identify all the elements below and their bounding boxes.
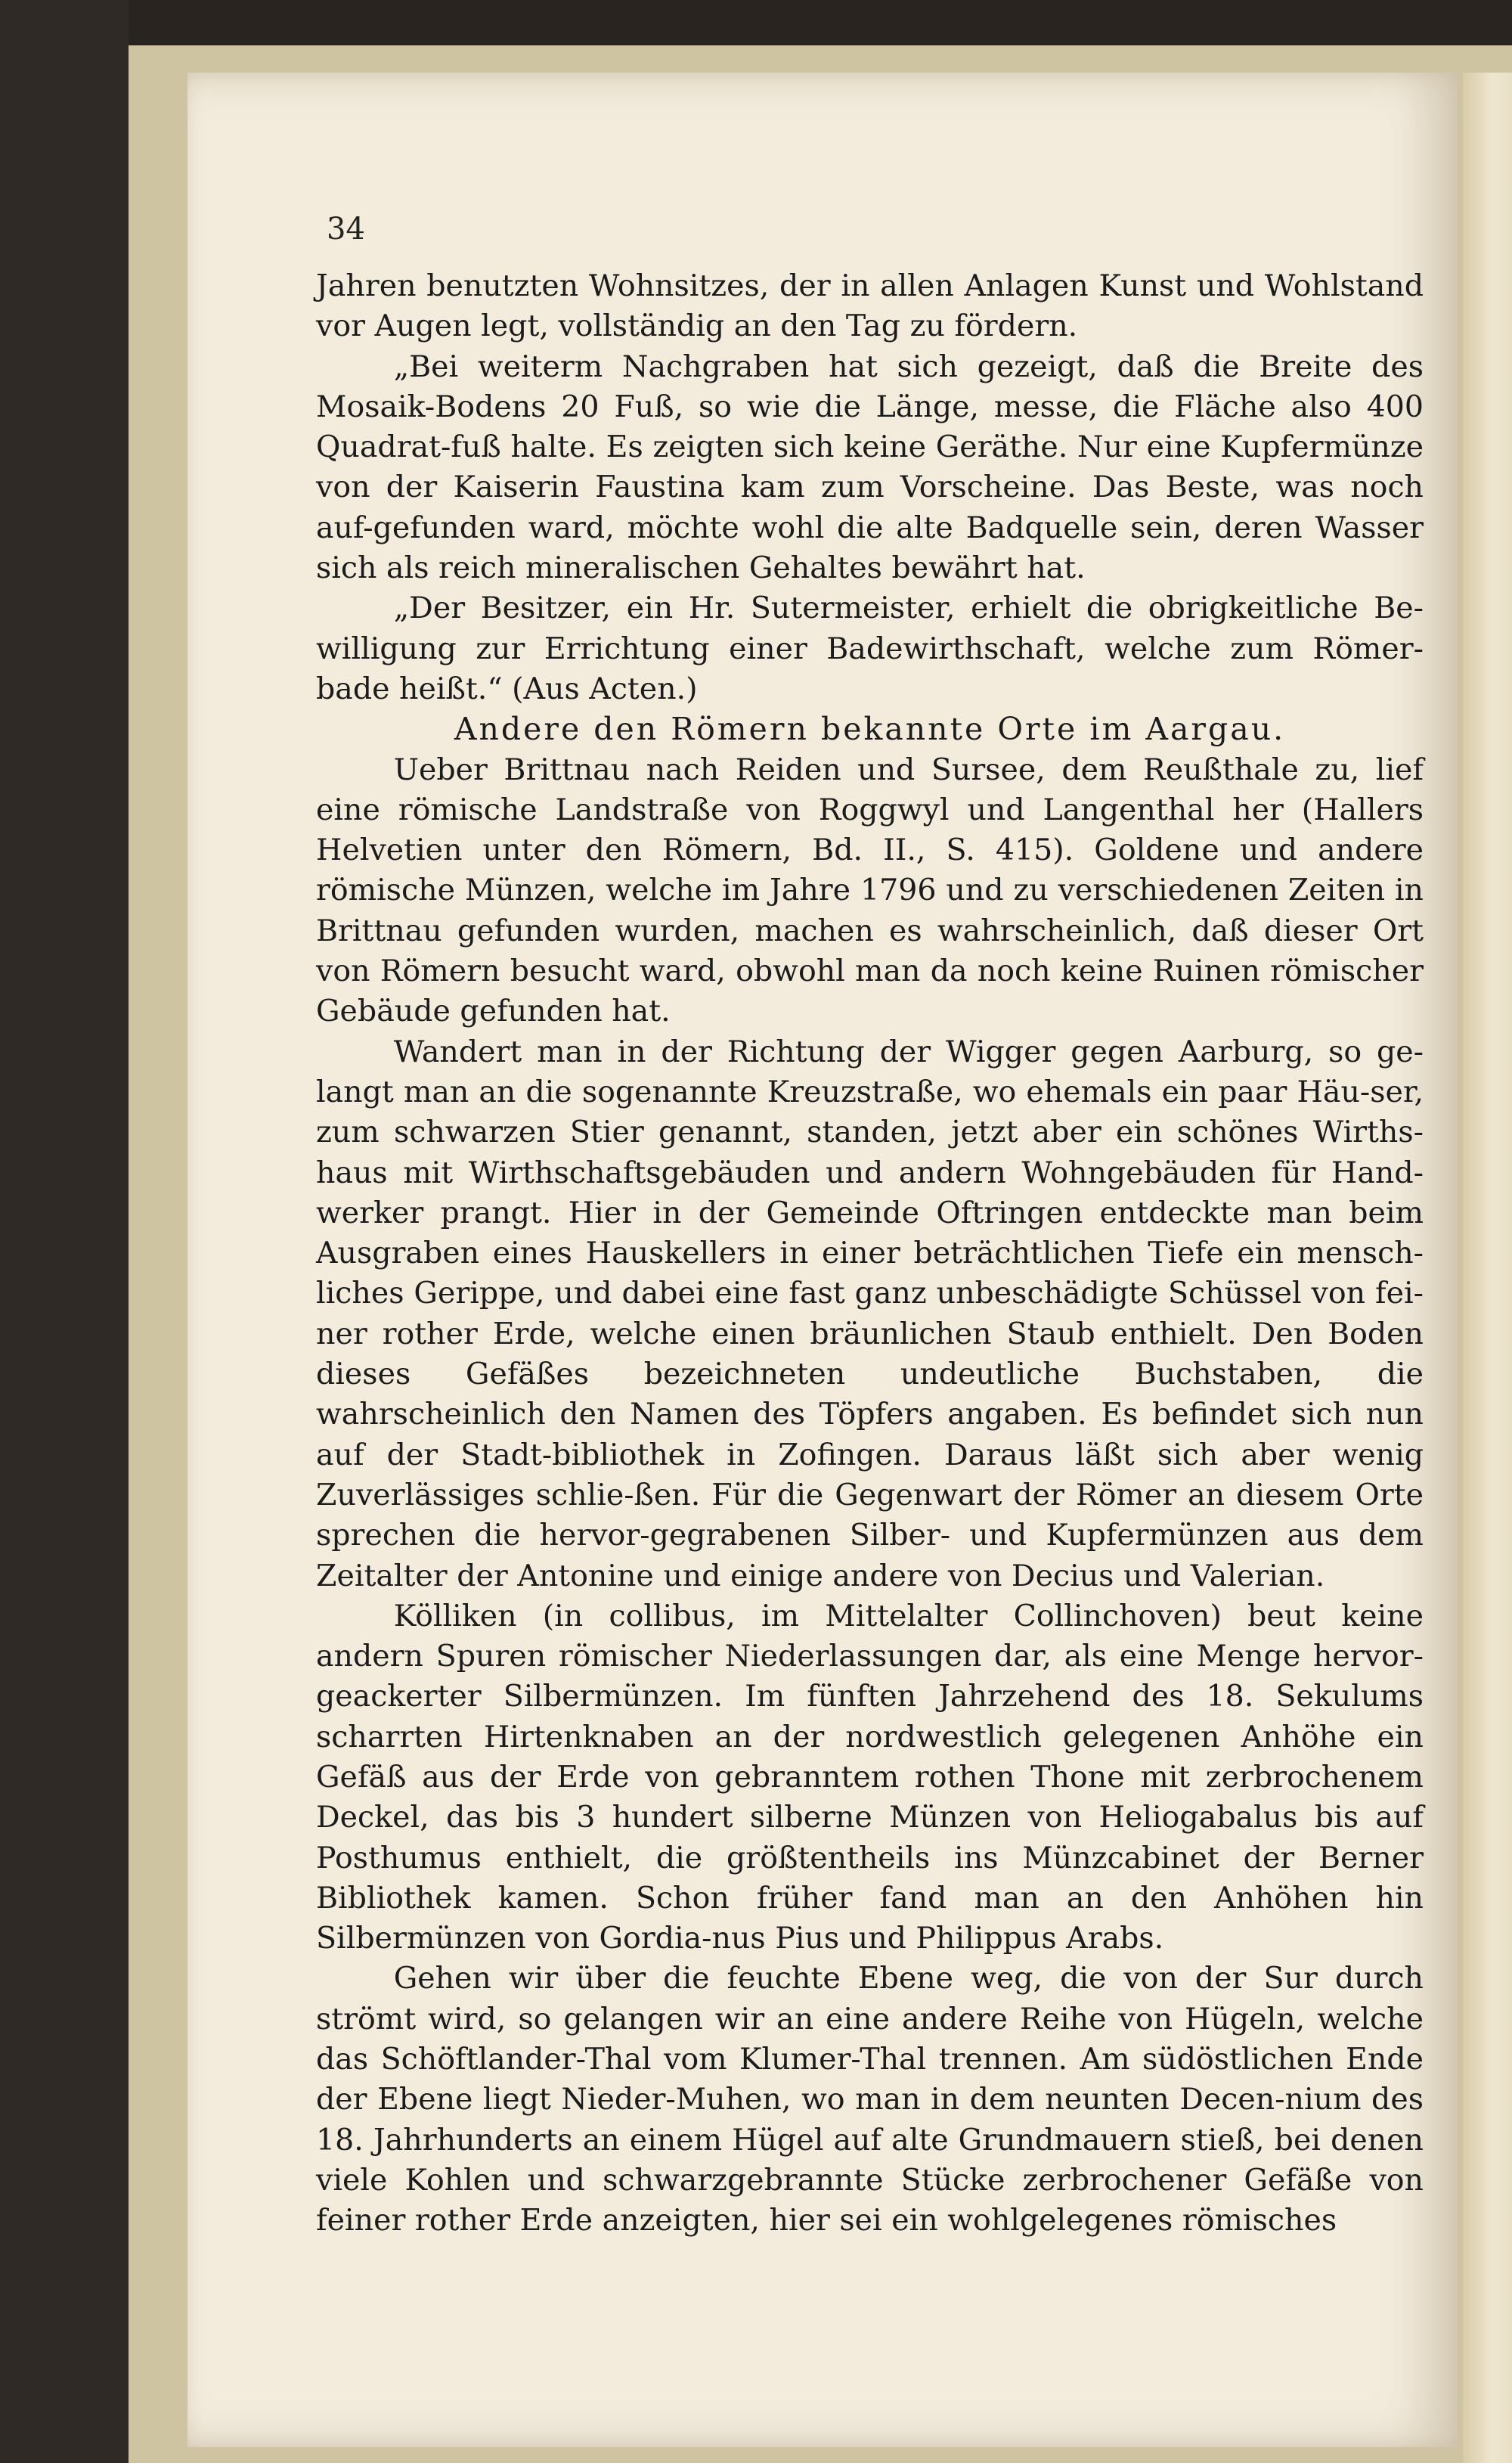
section-heading: Andere den Römern bekannte Orte im Aargau. xyxy=(454,711,1286,748)
paragraph: „Bei weiterm Nachgraben hat sich gezeigt, daß die Breite des Mosaik-Bodens 20 Fuß, so wie die Länge, messe, die Fläche also 400 Quadrat-fuß halte. Es zeigten sich keine Geräthe. Nur eine Kupfermünze von der Kaiserin Faustina kam zum Vorscheine. Das Beste, was noch auf-gefunden ward, möchte wohl die alte Badquelle sein, deren Wasser sich als reich mineralischen Gehaltes bewährt hat. xyxy=(316,349,1424,586)
page-stack-edge xyxy=(1463,73,1512,2463)
paragraph: Ueber Brittnau nach Reiden und Sursee, dem Reußthale zu, lief eine römische Landstraße von Roggwyl und Langenthal her (Hallers Helvetien unter den Römern, Bd. II., S. 415). Goldene und andere römische Münzen, welche im Jahre 1796 und zu verschiedenen Zeiten in Brittnau gefunden wurden, machen es wahrscheinlich, daß dieser Ort von Römern besucht ward, obwohl man da noch keine Ruinen römischer Gebäude gefunden hat. xyxy=(316,752,1424,1029)
paragraph: Wandert man in der Richtung der Wigger gegen Aarburg, so ge-langt man an die sogenannte Kreuzstraße, wo ehemals ein paar Häu-ser, zum schwarzen Stier genannt, standen, jetzt aber ein schönes Wirths-haus mit Wirthschaftsgebäuden und andern Wohngebäuden für Hand-werker prangt. Hier in der Gemeinde Oftringen entdeckte man beim Ausgraben eines Hauskellers in einer beträchtlichen Tiefe ein mensch-liches Gerippe, und dabei eine fast ganz unbeschädigte Schüssel von fei-ner rother Erde, welche einen bräunlichen Staub enthielt. Den Boden dieses Gefäßes bezeichneten undeutliche Buchstaben, die wahrscheinlich den Namen des Töpfers angaben. Es befindet sich nun auf der Stadt-bibliothek in Zofingen. Daraus läßt sich aber wenig Zuverlässiges schlie-ßen. Für die Gegenwart der Römer an diesem Orte sprechen die hervor-gegrabenen Silber- und Kupfermünzen aus dem Zeitalter der Antonine und einige andere von Decius und Valerian. xyxy=(316,1034,1424,1593)
scan-background xyxy=(0,0,129,2463)
paragraph: Jahren benutzten Wohnsitzes, der in allen Anlagen Kunst und Wohlstand vor Augen legt, vollständig an den Tag zu fördern. xyxy=(316,268,1424,344)
paragraph: „Der Besitzer, ein Hr. Sutermeister, erhielt die obrigkeitliche Be-willigung zur Errichtung einer Badewirthschaft, welche zum Römer-bade heißt.“ (Aus Acten.) xyxy=(316,591,1424,706)
page-number: 34 xyxy=(327,212,365,247)
body-text xyxy=(316,266,1424,2241)
paragraph: Gehen wir über die feuchte Ebene weg, die von der Sur durch strömt wird, so gelangen wir an eine andere Reihe von Hügeln, welche das Schöftlander-Thal vom Klumer-Thal trennen. Am südöstlichen Ende der Ebene liegt Nieder-Muhen, wo man in dem neunten Decen-nium des 18. Jahrhunderts an einem Hügel auf alte Grundmauern stieß, bei denen viele Kohlen und schwarzgebrannte Stücke zerbrochener Gefäße von feiner rother Erde anzeigten, hier sei ein wohlgelegenes römisches xyxy=(316,1961,1424,2238)
paragraph: Kölliken (in collibus, im Mittelalter Collinchoven) beut keine andern Spuren römischer Niederlassungen dar, als eine Menge hervor-geackerter Silbermünzen. Im fünften Jahrzehend des 18. Sekulums scharrten Hirtenknaben an der nordwestlich gelegenen Anhöhe ein Gefäß aus der Erde von gebranntem rothen Thone mit zerbrochenem Deckel, das bis 3 hundert silberne Münzen von Heliogabalus bis auf Posthumus enthielt, die größtentheils ins Münzcabinet der Berner Bibliothek kamen. Schon früher fand man an den Anhöhen hin Silbermünzen von Gordia-nus Pius und Philippus Arabs. xyxy=(316,1598,1424,1956)
